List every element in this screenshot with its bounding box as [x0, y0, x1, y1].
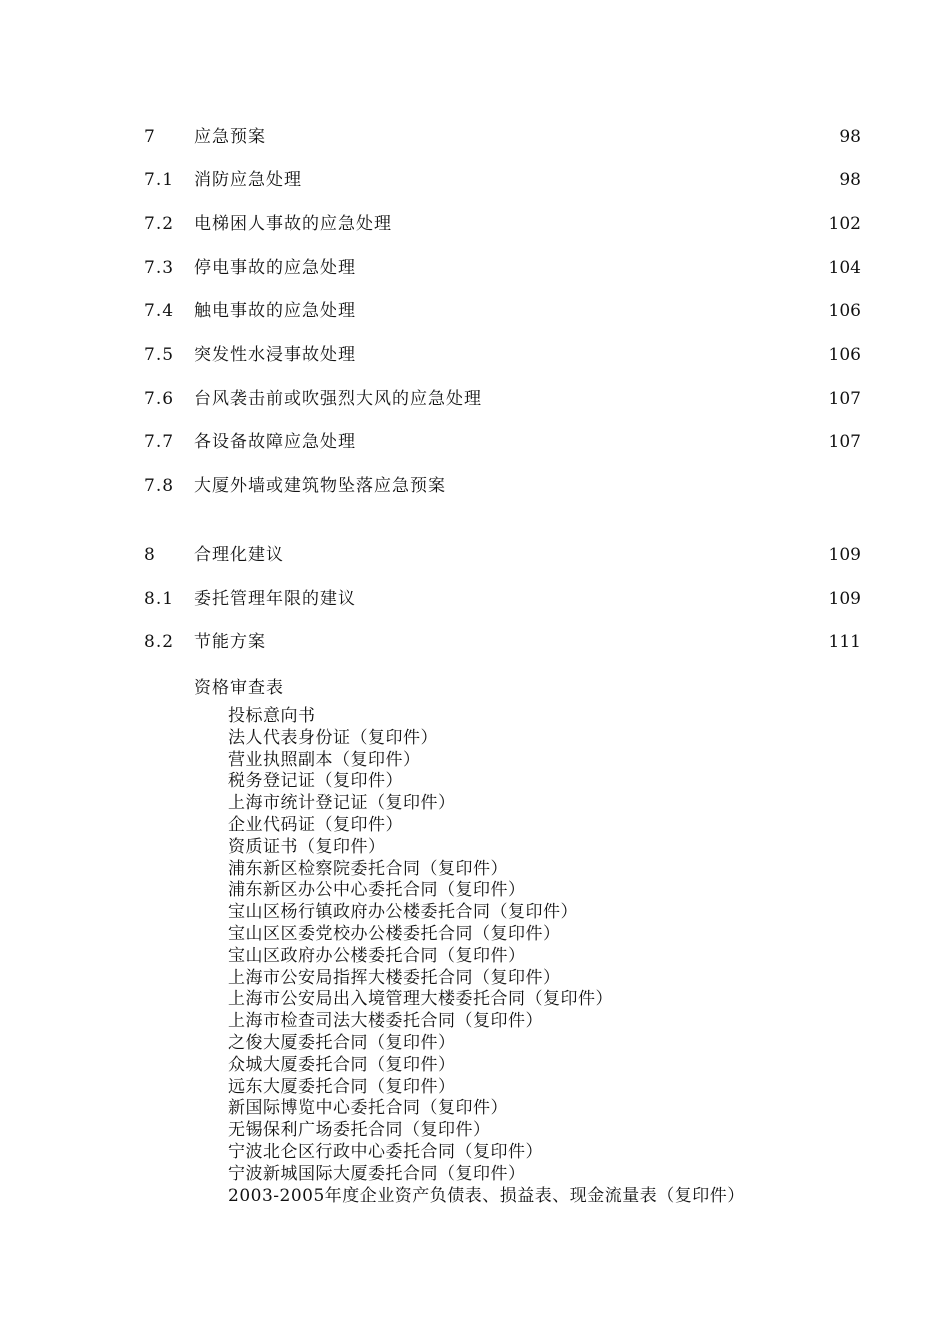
toc-section-number: 7.8: [144, 476, 175, 496]
toc-page-number: 98: [839, 170, 861, 190]
toc-section-title: 合理化建议: [194, 545, 284, 565]
list-item: 上海市检查司法大楼委托合同（复印件）: [228, 1011, 543, 1032]
toc-entry[interactable]: [0, 628, 950, 656]
toc-section-title: 大厦外墙或建筑物坠落应急预案: [194, 476, 446, 496]
toc-section-title: 应急预案: [194, 127, 266, 147]
qualification-heading: 资格审查表: [194, 678, 284, 698]
toc-section-title: 电梯困人事故的应急处理: [194, 214, 392, 234]
list-item: 新国际博览中心委托合同（复印件）: [228, 1098, 508, 1119]
list-item: 浦东新区检察院委托合同（复印件）: [228, 858, 508, 879]
toc-section-number: 7.3: [144, 258, 175, 278]
toc-section-title: 委托管理年限的建议: [194, 589, 356, 609]
list-item: 宝山区政府办公楼委托合同（复印件）: [228, 945, 526, 966]
toc-section-number: 8.1: [144, 589, 175, 609]
toc-page-number: 107: [828, 389, 861, 409]
list-item: 法人代表身份证（复印件）: [228, 727, 438, 748]
list-item: 上海市公安局指挥大楼委托合同（复印件）: [228, 967, 561, 988]
list-item: 营业执照副本（复印件）: [228, 749, 421, 770]
qualification-document-list: [228, 706, 745, 1207]
toc-page-number: 109: [828, 545, 861, 565]
list-item: 之俊大厦委托合同（复印件）: [228, 1032, 456, 1053]
toc-section-title: 节能方案: [194, 632, 266, 652]
list-item: 宁波北仑区行政中心委托合同（复印件）: [228, 1141, 543, 1162]
toc-page-number: 109: [828, 589, 861, 609]
list-item: 宝山区杨行镇政府办公楼委托合同（复印件）: [228, 902, 578, 923]
toc-entry[interactable]: [0, 297, 950, 325]
list-item: 众城大厦委托合同（复印件）: [228, 1054, 456, 1075]
toc-section-number: 8.2: [144, 632, 175, 652]
toc-section-number: 7.7: [144, 432, 175, 452]
toc-page-number: 107: [828, 432, 861, 452]
toc-section-number: 7.1: [144, 170, 175, 190]
toc-entry[interactable]: [0, 541, 950, 569]
toc-section-number: 7.4: [144, 301, 175, 321]
toc-section-title: 突发性水浸事故处理: [194, 345, 356, 365]
toc-section-title: 触电事故的应急处理: [194, 301, 356, 321]
list-item: 资质证书（复印件）: [228, 836, 386, 857]
list-item: 远东大厦委托合同（复印件）: [228, 1076, 456, 1097]
toc-section-title: 消防应急处理: [194, 170, 302, 190]
toc-page-number: 104: [828, 258, 861, 278]
toc-entry[interactable]: [0, 123, 950, 151]
toc-section-number: 7.2: [144, 214, 175, 234]
list-item: 上海市统计登记证（复印件）: [228, 793, 456, 814]
list-item: 2003-2005年度企业资产负债表、损益表、现金流量表（复印件）: [228, 1185, 745, 1206]
toc-section-number: 7.5: [144, 345, 175, 365]
toc-section-title: 台风袭击前或吹强烈大风的应急处理: [194, 389, 482, 409]
list-item: 无锡保利广场委托合同（复印件）: [228, 1120, 491, 1141]
toc-section-number: 7: [144, 127, 156, 147]
toc-entry[interactable]: [0, 585, 950, 613]
list-item: 上海市公安局出入境管理大楼委托合同（复印件）: [228, 989, 613, 1010]
toc-entry[interactable]: [0, 166, 950, 194]
toc-entry[interactable]: [0, 472, 950, 500]
toc-entry[interactable]: [0, 341, 950, 369]
toc-page-number: 111: [828, 632, 861, 652]
toc-entry[interactable]: [0, 385, 950, 413]
toc-page-number: 102: [828, 214, 861, 234]
list-item: 浦东新区办公中心委托合同（复印件）: [228, 880, 526, 901]
toc-section-title: 各设备故障应急处理: [194, 432, 356, 452]
toc-page-number: 98: [839, 127, 861, 147]
toc-entry[interactable]: [0, 428, 950, 456]
toc-page-number: 106: [828, 301, 861, 321]
toc-entry[interactable]: [0, 210, 950, 238]
list-item: 企业代码证（复印件）: [228, 814, 403, 835]
toc-page-number: 106: [828, 345, 861, 365]
list-item: 宝山区区委党校办公楼委托合同（复印件）: [228, 923, 561, 944]
list-item: 税务登记证（复印件）: [228, 771, 403, 792]
toc-section-number: 7.6: [144, 389, 175, 409]
list-item: 投标意向书: [228, 706, 316, 726]
list-item: 宁波新城国际大厦委托合同（复印件）: [228, 1163, 526, 1184]
toc-section-number: 8: [144, 545, 156, 565]
toc-entry[interactable]: [0, 254, 950, 282]
toc-section-title: 停电事故的应急处理: [194, 258, 356, 278]
